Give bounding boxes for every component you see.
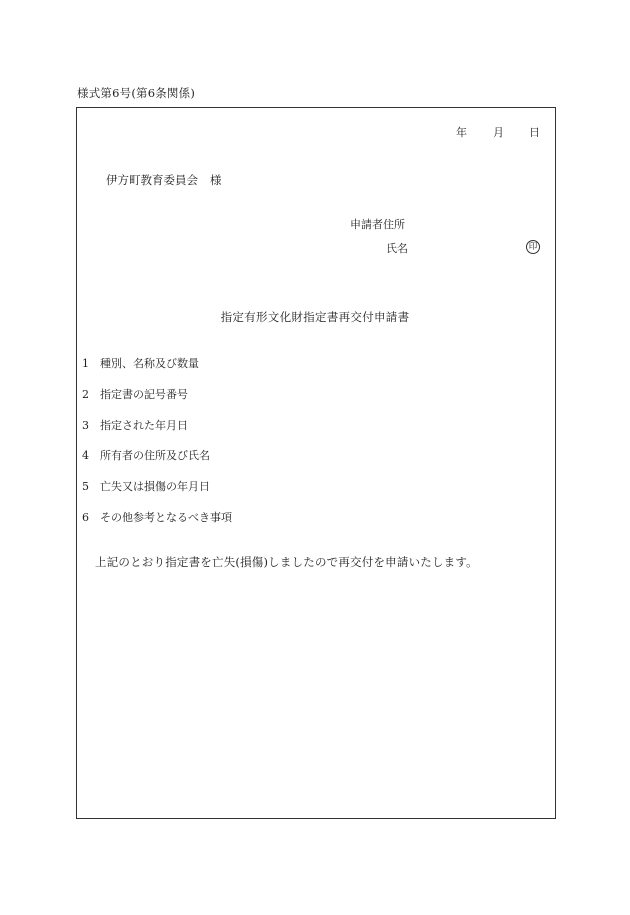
item-number: 3 [82,419,89,432]
item-number: 6 [82,511,89,524]
item-number: 1 [82,357,89,370]
item-label: その他参考となるべき事項 [100,511,232,524]
item-number: 5 [82,480,89,493]
item-number: 4 [82,449,89,462]
recipient [106,172,222,188]
applicant-address-label: 申請者住所 [350,218,405,231]
item-label: 亡失又は損傷の年月日 [100,480,210,493]
date-year-label: 年 [456,126,467,139]
recipient-name: 伊方町教育委員会 [106,173,198,187]
seal-icon: 印 [526,240,540,254]
list-item [82,417,188,433]
list-item [82,355,199,371]
item-label: 指定書の記号番号 [100,388,188,401]
list-item [82,386,188,402]
form-number: 様式第6号(第6条関係) [77,86,196,100]
applicant-name-label: 氏名 [386,242,408,255]
date-month-label: 月 [493,126,504,139]
item-label: 種別、名称及び数量 [100,357,199,370]
application-statement: 上記のとおり指定書を亡失(損傷)しましたので再交付を申請いたします。 [95,555,478,569]
list-item [82,509,232,525]
list-item [82,447,210,463]
list-item [82,478,210,494]
item-label: 所有者の住所及び氏名 [100,449,210,462]
recipient-honorific: 様 [210,173,222,187]
document-title: 指定有形文化財指定書再交付申請書 [220,310,410,324]
item-number: 2 [82,388,89,401]
form-frame [76,107,556,819]
date-day-label: 日 [529,126,540,139]
item-label: 指定された年月日 [100,419,188,432]
